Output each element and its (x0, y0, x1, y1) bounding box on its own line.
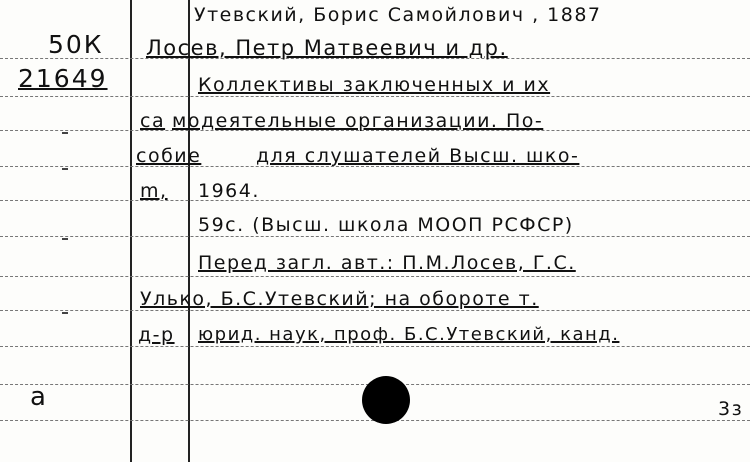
bottom-right-mark: 3з (718, 398, 744, 420)
title-line-3: для слушателей Высш. шко- (256, 145, 580, 167)
title-line-1: Коллективы заключенных и их (198, 74, 551, 96)
title-line-4-margin: m, (140, 180, 168, 202)
margin-tick (62, 312, 68, 314)
ruled-line (0, 310, 750, 312)
margin-tick (62, 238, 68, 240)
note-line-1: Перед загл. авт.: П.М.Лосев, Г.С. (198, 252, 576, 274)
margin-tick (62, 132, 68, 134)
note-line-2: Улько, Б.С.Утевский; на обороте т. (140, 288, 539, 310)
title-line-4: 1964. (198, 180, 260, 202)
ruled-line (0, 96, 750, 98)
margin-line-left (130, 0, 132, 462)
second-author: Лосев, Петр Матвеевич и др. (146, 36, 508, 60)
ruled-line (0, 236, 750, 238)
ruled-line (0, 200, 750, 202)
punch-hole (362, 376, 410, 424)
bottom-left-mark: а (30, 382, 48, 412)
note-line-3: юрид. наук, проф. Б.С.Утевский, канд. (198, 324, 620, 345)
title-line-2-margin: са (140, 110, 166, 132)
ruled-line (0, 346, 750, 348)
call-number-top: 50К (48, 30, 104, 59)
pages-series: 59с. (Высш. школа МООП РСФСР) (198, 214, 574, 236)
call-number-bottom: 21649 (18, 64, 108, 93)
ruled-line (0, 276, 750, 278)
title-line-2: модеятельные организации. По- (172, 110, 544, 132)
header-author: Утевский, Борис Самойлович , 1887 (194, 4, 602, 26)
note-line-3-margin: д-р (138, 324, 175, 346)
margin-tick (62, 168, 68, 170)
title-line-3-margin: собие (136, 145, 202, 167)
margin-line-right (188, 0, 190, 462)
